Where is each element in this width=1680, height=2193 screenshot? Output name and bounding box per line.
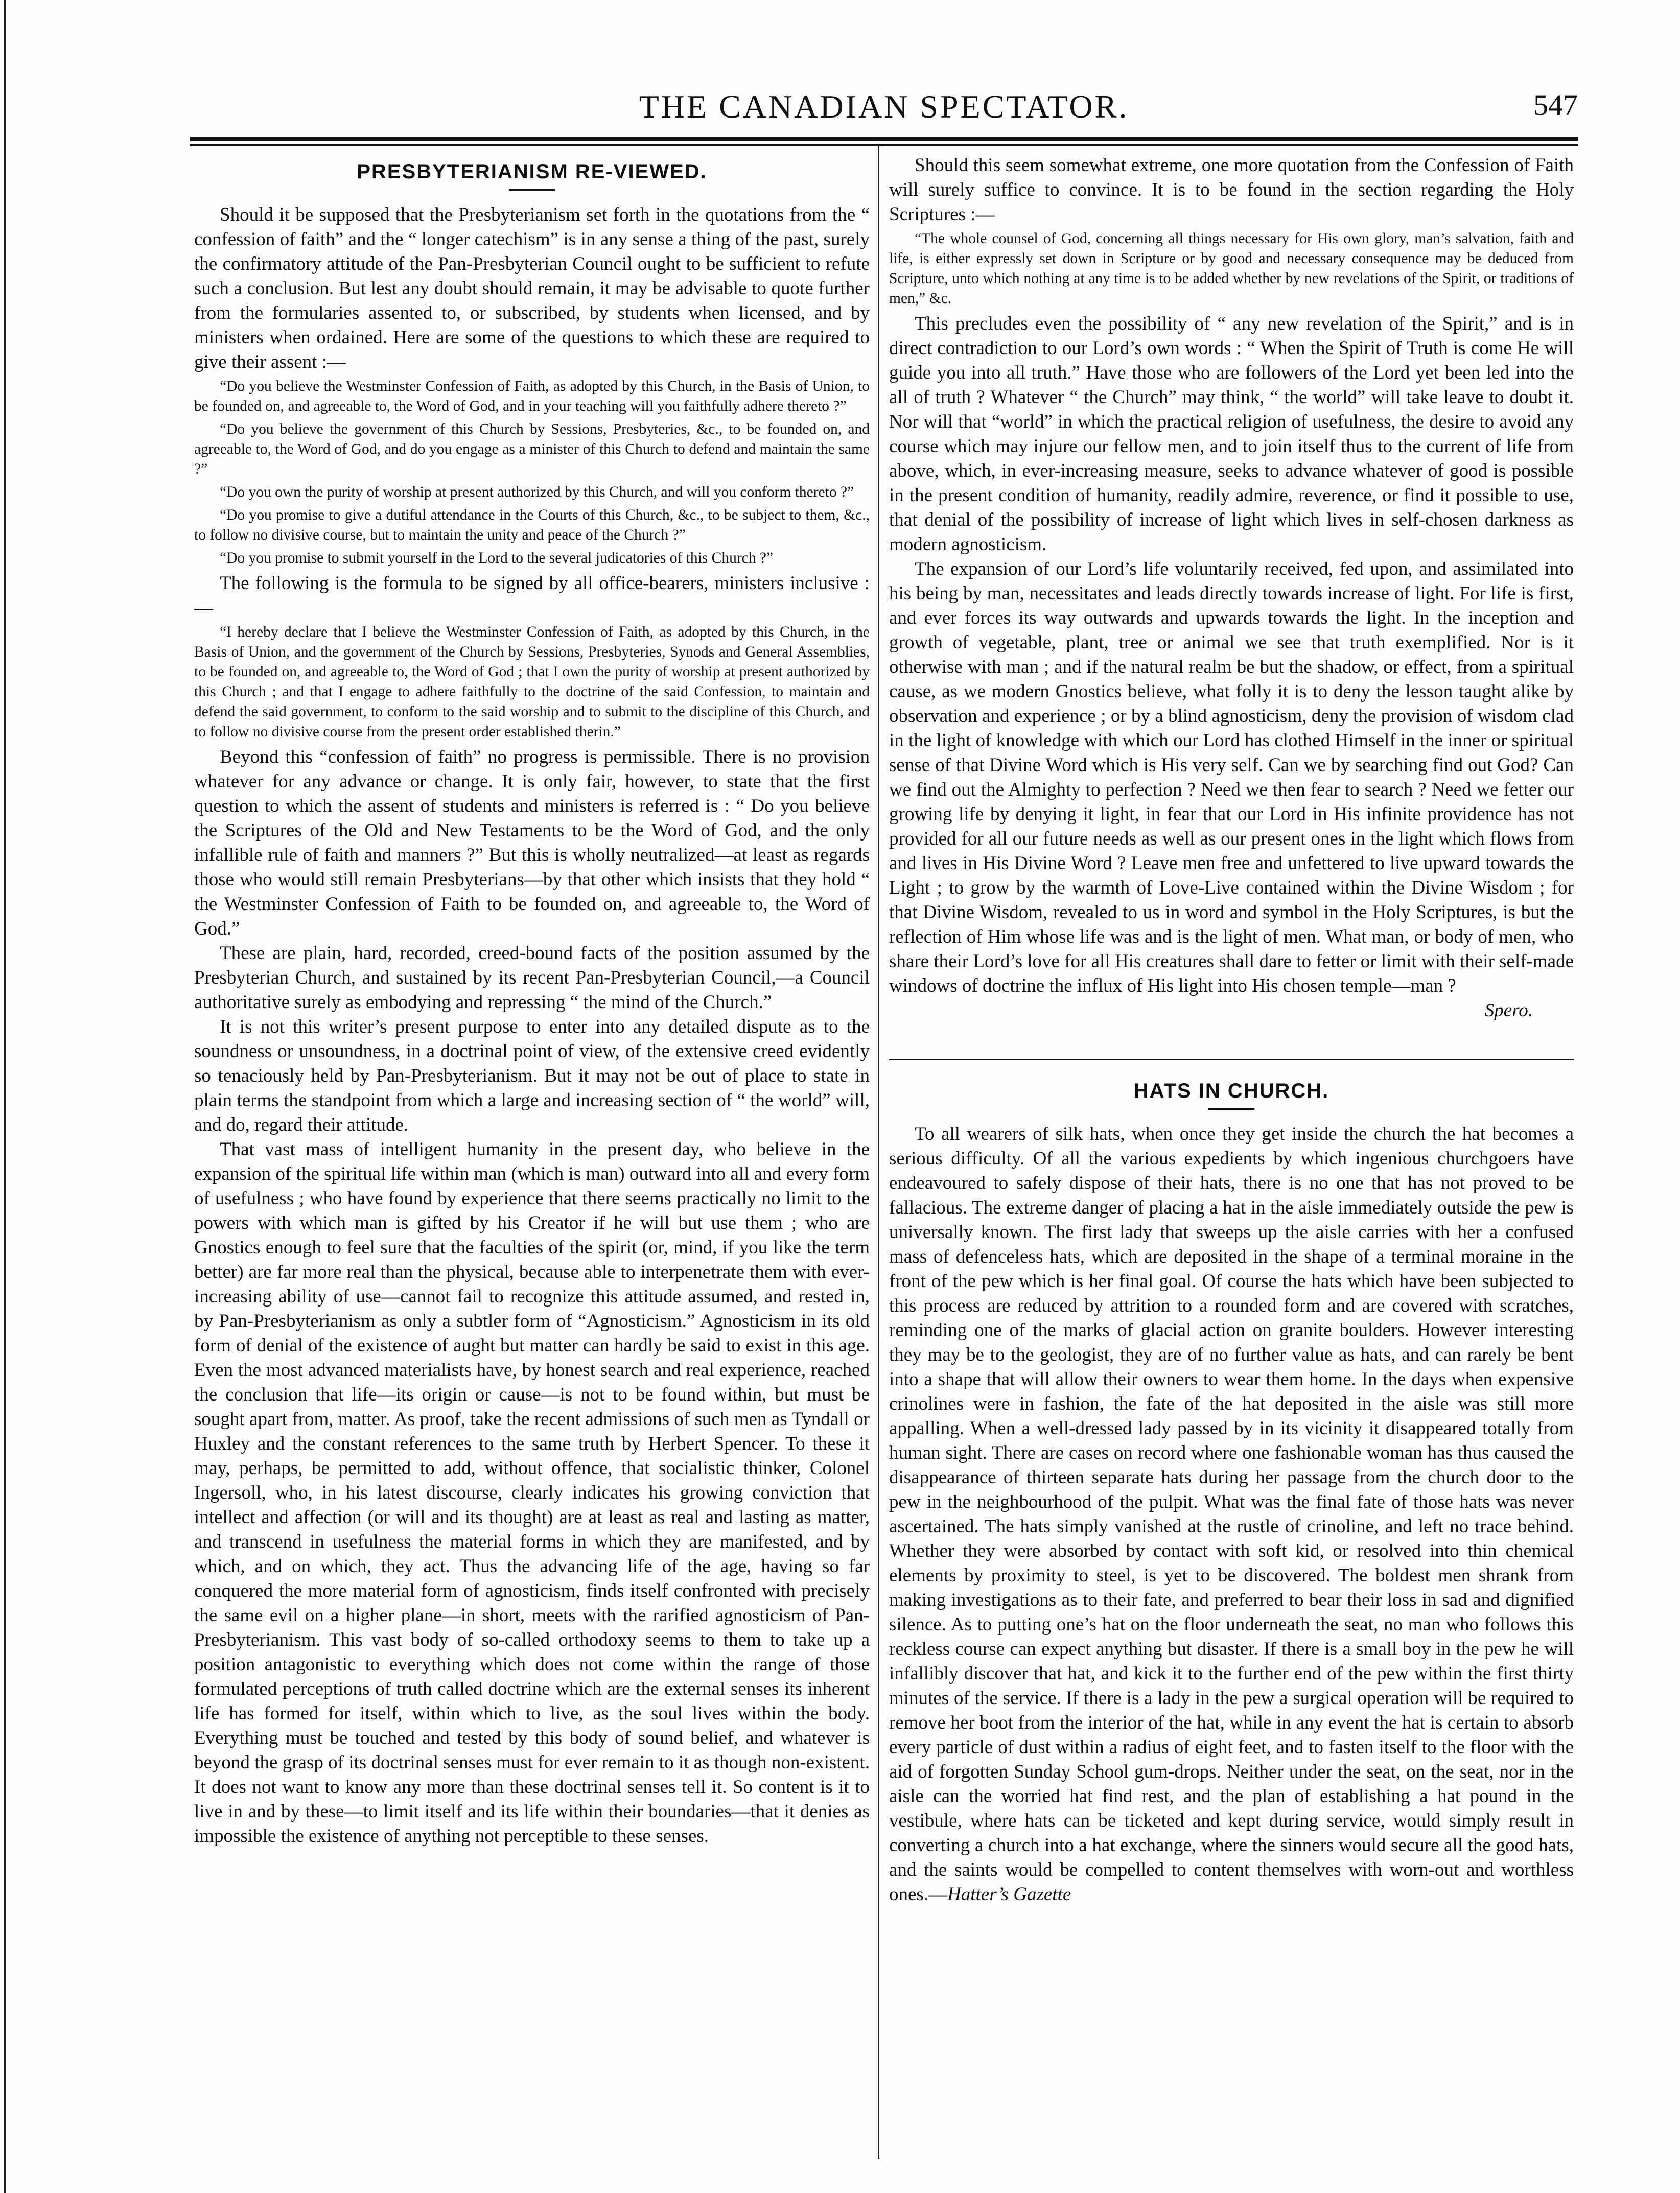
title-underline: [1208, 1108, 1254, 1110]
article-title-presbyterianism: PRESBYTERIANISM RE-VIEWED.: [357, 160, 707, 183]
paragraph: The following is the formula to be signed by all office-bearers, ministers inclusive :—: [194, 573, 870, 618]
paragraph: These are plain, hard, recorded, creed-bound facts of the position assumed by the Presbyterian Church, and sustained by its recent Pan-Presbyterian Council,—a Council authoritative surely as embodying and repressing “ the mind of the Church.”: [194, 943, 870, 1013]
paragraph: Should it be supposed that the Presbyterianism set forth in the quotations from the “ confession of faith” and the “ longer catechism” is in any sense a thing of the past, surely the confirmatory attitude of the Pan-Presbyterian Council ought to be sufficient to refute such a conclusion. But lest any doubt should remain, it may be advisable to quote further from the formularies assented to, or subscribed, by students when licensed, and by ministers when ordained. Here are some of the questions to which these are required to give their assent :—: [194, 204, 870, 372]
hats-article: [889, 1059, 1574, 1907]
block-quote: “Do you own the purity of worship at present authorized by this Church, and will you conform thereto ?”: [220, 484, 854, 500]
paragraph: It is not this writer’s present purpose to enter into any detailed dispute as to the soundness or unsoundness, in a doctrinal point of view, of the extensive creed evidently so tenaciously held by Pan-Presbyterianism. But it may not be out of place to state in plain terms the standpoint from which a large and increasing section of “ the world” will, and do, regard their attitude.: [194, 1016, 870, 1135]
block-quote: “Do you believe the Westminster Confession of Faith, as adopted by this Church, in the Basis of Union, to be founded on, and agreeable to, the Word of God, and in your teaching will you faithfully adhere thereto ?”: [194, 378, 870, 414]
column-divider: [878, 146, 879, 2159]
block-quote: “Do you promise to give a dutiful attendance in the Courts of this Church, &c., to be subject to them, &c., to follow no divisive course, but to maintain the unity and peace of the Church ?”: [194, 507, 870, 543]
header-rule-thin: [190, 144, 1578, 146]
block-quote: “Do you believe the government of this Church by Sessions, Presbyteries, &c., to be founded on, and agreeable to, the Word of God, and do you engage as a minister of this Church to defend and maintain the same ?”: [194, 421, 870, 477]
block-quote: “The whole counsel of God, concerning all things necessary for His own glory, man’s salvation, faith and life, is either expressly set down in Scripture or by good and necessary consequence may be deduced from Scripture, unto which nothing at any time is to be added whether by new revelations of the Spirit, or traditions of men,” &c.: [889, 230, 1574, 307]
title-underline: [509, 189, 555, 191]
article-title-hats: HATS IN CHURCH.: [1133, 1080, 1329, 1102]
right-column: [889, 153, 1574, 1907]
source-citation: Hatter’s Gazette: [947, 1884, 1071, 1905]
paragraph: [889, 1122, 1574, 1907]
paragraph: Should this seem somewhat extreme, one more quotation from the Confession of Faith will surely suffice to convince. It is to be found in the section regarding the Holy Scriptures :—: [889, 155, 1574, 225]
page-header: [190, 77, 1578, 133]
paragraph: That vast mass of intelligent humanity in the present day, who believe in the expansion of the spiritual life within man (which is man) outward into all and every form of usefulness ; who have found by experience that there seems practically no limit to the powers with which man is gifted by his Creator if he will but use them ; who are Gnostics enough to feel sure that the faculties of the spirit (or, mind, if you like the term better) are far more real than the physical, because able to interpenetrate them with ever-increasing ability of use—cannot fail to recognize this attitude assumed, and rested in, by Pan-Presbyterianism as only a subtler form of “Agnosticism.” Agnosticism in its old form of denial of the existence of aught but matter can hardly be said to exist in this age. Even the most advanced materialists have, by honest search and real experience, reached the conclusion that life—its origin or cause—is not to be found within, but must be sought apart from, matter. As proof, take the recent admissions of such men as Tyndall or Huxley and the constant references to the same truth by Herbert Spencer. To these it may, perhaps, be permitted to add, without offence, that socialistic thinker, Colonel Ingersoll, who, in his latest discourse, clearly indicates his growing conviction that intellect and affection (or will and its thought) are at least as real and lasting as matter, and transcend in usefulness the material forms in which they are manifested, and by which, and on which, they act. Thus the advancing life of the age, having so far conquered the more material form of agnosticism, finds itself confronted with precisely the same evil on a higher plane—in short, meets with the rarified agnosticism of Pan-Presbyterianism. This vast body of so-called orthodoxy seems to them to take up a position antagonistic to everything which does not come within the range of those formulated perceptions of truth called doctrine which are the external senses its inherent life has formed for itself, within which to live, as the soul lives within the body. Everything must be touched and tested by this body of sound belief, and whatever is beyond the grasp of its doctrinal senses must for ever remain to it as though non-existent. It does not want to know any more than these doctrinal senses tell it. So content is it to live in and by these—to limit itself and its life within their boundaries—that it denies as impossible the existence of anything not perceptible to these senses.: [194, 1139, 870, 1847]
publication-title: THE CANADIAN SPECTATOR.: [639, 88, 1129, 125]
left-column: [194, 153, 870, 1849]
block-quote: “I hereby declare that I believe the Westminster Confession of Faith, as adopted by this Church, in the Basis of Union, and the government of the Church by Sessions, Presbyteries, Synods and General Assemblies, to be founded on, and agreeable to, the Word of God ; that I own the purity of worship at present authorized by this Church ; and that I engage to adhere faithfully to the doctrine of the said Confession, to maintain and defend the said government, to conform to the said worship and to submit to the discipline of this Church, and to follow no divisive course from the present order established therin.”: [194, 624, 870, 740]
block-quote: “Do you promise to submit yourself in the Lord to the several judicatories of this Church ?”: [220, 550, 774, 566]
author-signature: Spero.: [1484, 1000, 1533, 1021]
header-rule-thick: [190, 137, 1578, 141]
hats-body-text: To all wearers of silk hats, when once they get inside the church the hat becomes a serious difficulty. Of all the various expedients by which ingenious churchgoers have endeavoured to safely dispose of their hats, there is no one that has not proved to be fallacious. The extreme danger of placing a hat in the aisle immediately outside the pew is universally known. The first lady that sweeps up the aisle carries with her a confused mass of defenceless hats, which are deposited in the shape of a terminal moraine in the front of the pew which is her final goal. Of course the hats which have been subjected to this process are reduced by attrition to a rounded form and are covered with scratches, reminding one of the marks of glacial action on granite boulders. However interesting they may be to the geologist, they are of no further value as hats, and can rarely be bent into a shape that will allow their owners to wear them home. In the days when expensive crinolines were in fashion, the fate of the hat deposited in the aisle was still more appalling. When a well-dressed lady passed by in its vicinity it disappeared totally from human sight. There are cases on record where one fashionable woman has thus caused the disappearance of thirteen separate hats during her passage from the church door to the pew in the neighbourhood of the pulpit. What was the final fate of those hats was never ascertained. The hats simply vanished at the rustle of crinoline, and left no trace behind. Whether they were absorbed by contact with soft kid, or resolved into thin chemical elements by proximity to steel, is yet to be discovered. The boldest men shrank from making investigations as to their fate, and preferred to bear their loss in sad and dignified silence. As to putting one’s hat on the floor underneath the seat, no man who follows this reckless course can expect anything but disaster. If there is a small boy in the pew he will infallibly discover that hat, and kick it to the further end of the pew within the first thirty minutes of the service. If there is a lady in the pew a surgical operation will be required to remove her boot from the interior of the hat, while in any event the hat is certain to absorb every particle of dust within a radius of eight feet, and to fasten itself to the floor with the aid of forgotten Sunday School gum-drops. Neither under the seat, on the seat, nor in the aisle can the worried hat find rest, and the plan of establishing a hat pound in the vestibule, where hats can be ticketed and kept during service, would simply result in converting a church into a hat exchange, where the sinners would secure all the good hats, and the saints would be compelled to content themselves with worn-out and worthless ones.—: [889, 1124, 1574, 1905]
paragraph: The expansion of our Lord’s life voluntarily received, fed upon, and assimilated into his being by man, necessitates and leads directly towards increase of light. For life is first, and ever forces its way outwards and upwards towards the light. In the inception and growth of vegetable, plant, tree or animal we see that truth exemplified. Nor is it otherwise with man ; and if the natural realm be but the shadow, or effect, from a spiritual cause, as we modern Gnostics believe, what folly it is to deny the lesson taught alike by observation and experience ; or by a blind agnosticism, deny the provision of wisdom clad in the light of knowledge with which our Lord has clothed Himself in the inner or spiritual sense of that Divine Word which is His very self. Can we by searching find out God? Can we find out the Almighty to perfection ? Need we then fear to search ? Need we fetter our growing life by denying it light, in fear that our Lord in His infinite providence has not provided for all our future needs as well as our present ones in the light which flows from and lives in His Divine Word ? Leave men free and unfettered to live upward towards the Light ; to grow by the warmth of Love-Live contained within the Divine Wisdom ; for that Divine Wisdom, revealed to us in word and symbol in the Holy Scriptures, is but the reflection of Him whose life was and is the light of men. What man, or body of men, who share their Lord’s love for all His creatures shall dare to fetter or limit with their self-made windows of doctrine the influx of His light into His chosen temple—man ?: [889, 558, 1574, 996]
page-edge-border: [4, 0, 6, 2193]
article-separator-rule: [889, 1059, 1574, 1060]
paragraph: Beyond this “confession of faith” no progress is permissible. There is no provision whatever for any advance or change. It is only fair, however, to state that the first question to which the assent of students and ministers is referred is : “ Do you believe the Scriptures of the Old and New Testaments to be the Word of God, and the only infallible rule of faith and manners ?” But this is wholly neutralized—at least as regards those who would still remain Presbyterians—by that other which insists that they hold “ the Westminster Confession of Faith to be founded on, and agreeable to, the Word of God.”: [194, 746, 870, 939]
page-number: 547: [1533, 88, 1578, 122]
paragraph: This precludes even the possibility of “ any new revelation of the Spirit,” and is in direct contradiction to our Lord’s own words : “ When the Spirit of Truth is come He will guide you into all truth.” Have those who are followers of the Lord yet been led into the all of truth ? Whatever “ the Church” may think, “ the world” will take leave to doubt it. Nor will that “world” in which the practical religion of usefulness, the desire to avoid any course which may injure our fellow men, and to join itself thus to the current of life from above, which, in ever-increasing measure, seeks to advance whatever of good is possible in the present condition of humanity, readily admire, reverence, or find it possible to use, that denial of the possibility of increase of light which lives in self-chosen darkness as modern agnosticism.: [889, 313, 1574, 555]
